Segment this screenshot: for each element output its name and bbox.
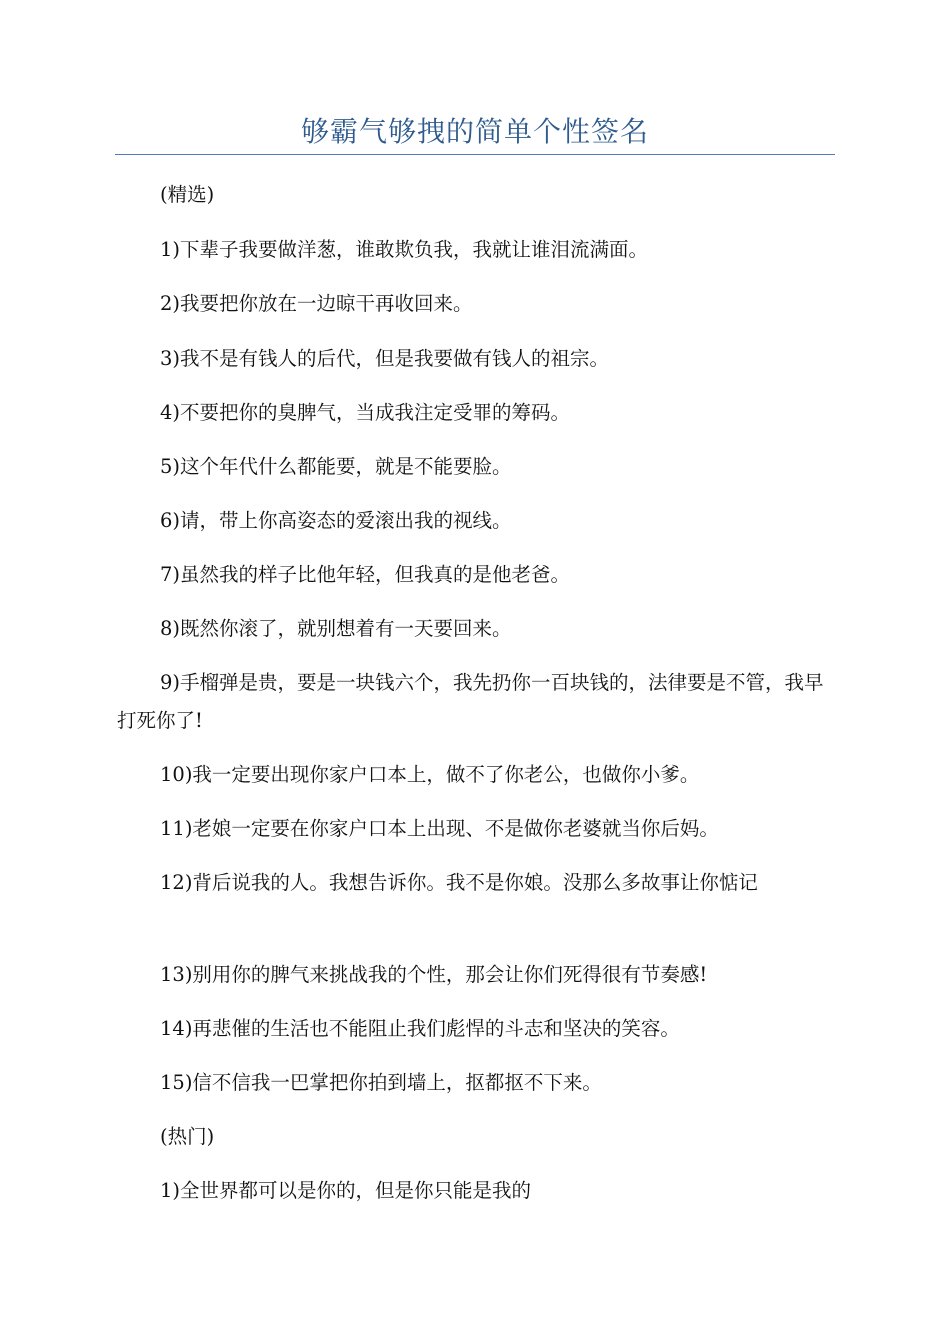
section-heading-selected: (精选) — [160, 183, 215, 206]
list-item: 8)既然你滚了，就别想着有一天要回来。 — [160, 617, 512, 640]
list-item: 1)全世界都可以是你的，但是你只能是我的 — [160, 1179, 532, 1202]
list-item: 4)不要把你的臭脾气，当成我注定受罪的筹码。 — [160, 401, 571, 424]
page-title: 够霸气够拽的简单个性签名 — [300, 115, 649, 148]
list-item: 11)老娘一定要在你家户口本上出现、不是做你老婆就当你后妈。 — [160, 817, 719, 840]
list-item: 9)手榴弹是贵，要是一块钱六个，我先扔你一百块钱的，法律要是不管，我早打死你了! — [117, 671, 824, 732]
list-item: 10)我一定要出现你家户口本上，做不了你老公，也做你小爹。 — [160, 763, 700, 786]
section-heading-popular: (热门) — [160, 1125, 215, 1148]
list-item: 6)请，带上你高姿态的爱滚出我的视线。 — [160, 509, 512, 532]
list-item: 2)我要把你放在一边晾干再收回来。 — [160, 292, 473, 315]
list-item: 12)背后说我的人。我想告诉你。我不是你娘。没那么多故事让你惦记 — [160, 871, 758, 894]
list-item: 13)别用你的脾气来挑战我的个性，那会让你们死得很有节奏感! — [160, 963, 708, 986]
list-item: 7)虽然我的样子比他年轻，但我真的是他老爸。 — [160, 563, 571, 586]
list-item: 14)再悲催的生活也不能阻止我们彪悍的斗志和坚决的笑容。 — [160, 1017, 680, 1040]
list-item: 3)我不是有钱人的后代，但是我要做有钱人的祖宗。 — [160, 347, 610, 370]
list-item: 5)这个年代什么都能要，就是不能要脸。 — [160, 455, 512, 478]
title-underline — [115, 154, 835, 155]
list-item: 1)下辈子我要做洋葱，谁敢欺负我，我就让谁泪流满面。 — [160, 238, 649, 261]
list-item: 15)信不信我一巴掌把你拍到墙上，抠都抠不下来。 — [160, 1071, 602, 1094]
